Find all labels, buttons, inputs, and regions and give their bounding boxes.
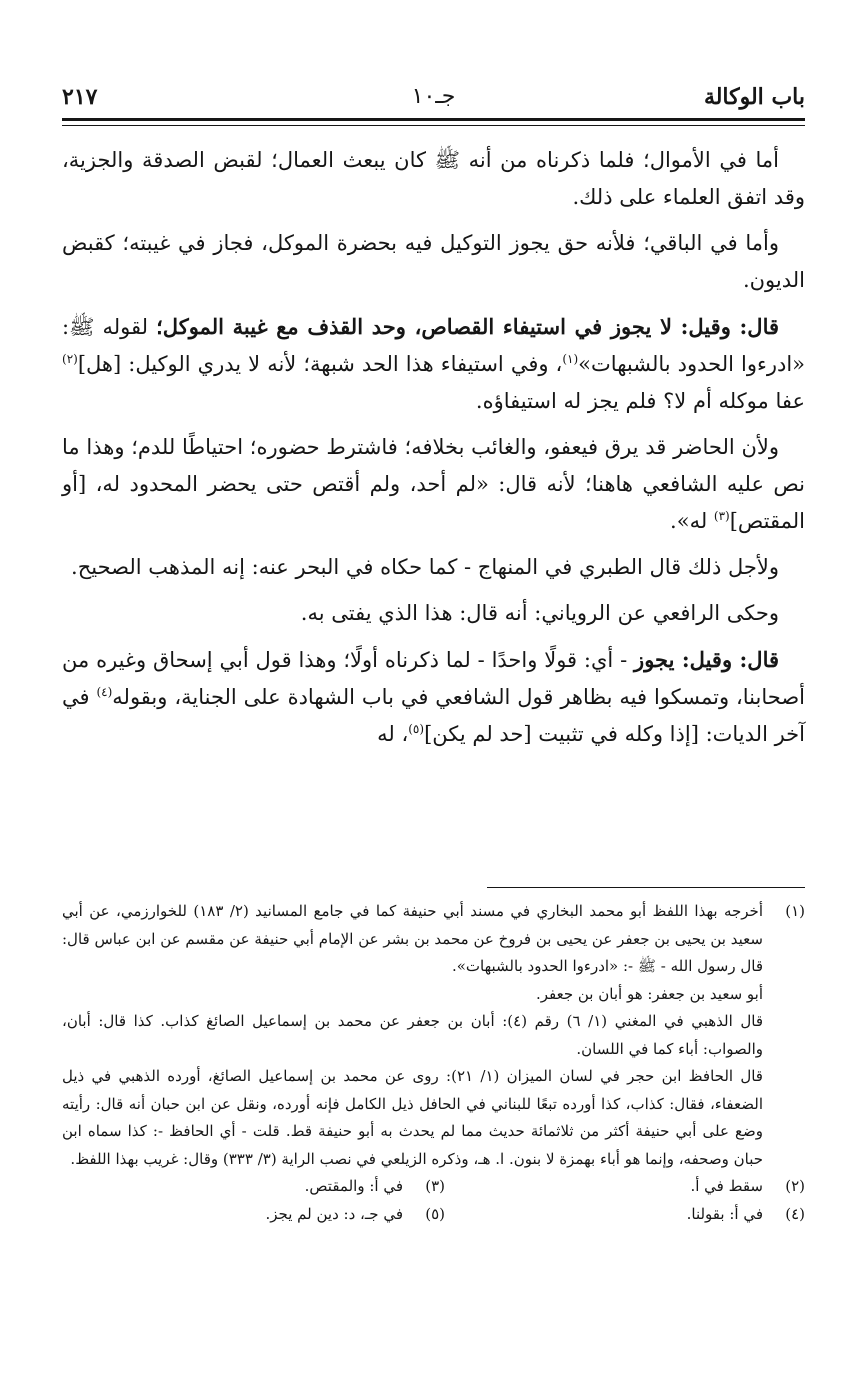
paragraph <box>62 641 805 753</box>
page-number: ٢١٧ <box>62 84 98 110</box>
paragraph-text: عفا موكله أم لا؟ فلم يجز له استيفاؤه. <box>475 389 805 413</box>
paragraph-text: في آخر الديات: [إذا وكله في تثبيت [حد لم يكن] <box>62 685 805 746</box>
footnote-1-line: أخرجه بهذا اللفظ أبو محمد البخاري في مسند أبي حنيفة كما في جامع المسانيد (٢/ ١٨٣) للخوارزمي، عن أبي سعيد بن يحيى بن جعفر عن يحيى بن فروخ عن محمد بن بشر عن الإمام أبي حنيفة عن مقسم عن ابن عباس قال: قال رسول الله - ﷺ -: «ادرءوا الحدود بالشبهات». <box>62 902 763 975</box>
footnote-ref: (٤) <box>96 685 113 699</box>
paragraph-text: ، وفي استيفاء هذا الحد شبهة؛ لأنه لا يدري الوكيل: [هل] <box>77 352 563 376</box>
header-rule-thin <box>62 125 805 126</box>
footnotes <box>62 898 805 1228</box>
paragraph-text: قال: وقيل: يجوز <box>634 647 780 672</box>
paragraph-text: أما في الأموال؛ فلما ذكرناه من أنه ﷺ كان يبعث العمال؛ لقبض الصدقة والجزية، وقد اتفق العلماء على ذلك. <box>62 148 805 209</box>
footnote-row <box>62 1173 805 1201</box>
paragraph <box>62 595 805 632</box>
footnote-number: (٢) <box>785 1177 805 1195</box>
footnote-1 <box>62 898 805 1173</box>
footnote-number: (١) <box>785 902 805 920</box>
footnote-text: سقط في أ. <box>690 1177 763 1195</box>
footnote-2 <box>445 1173 805 1201</box>
footnote-5 <box>85 1201 445 1229</box>
paragraph-text: له». <box>670 509 714 533</box>
paragraph-text: ولأجل ذلك قال الطبري في المنهاج - كما حكاه في البحر عنه: إنه المذهب الصحيح. <box>71 555 779 579</box>
footnote-text: في أ: والمقتص. <box>304 1177 403 1195</box>
paragraph <box>62 429 805 540</box>
paragraph-text: ، له <box>377 722 409 746</box>
paragraph <box>62 308 805 420</box>
footnote-text: في جـ، د: دين لم يجز. <box>265 1204 403 1223</box>
footnote-1-line: قال الحافظ ابن حجر في لسان الميزان (١/ ٢١): روى عن محمد بن إسماعيل الصائغ، أورده الذهبي في ذيل الضعفاء، فقال: كذاب، كذا أورده تبعًا للبناني في الحافل ذيل الكامل فإنه أورده، ونقل عن ابن حبان أنه قال: رأيته وضع على أبي حنيفة أكثر من ثلاثمائة حديث مما لم يحدث به أبو حنيفة قط. قلت - أي الحافظ -: كذا سماه ابن حبان وصحفه، وإنما هو أباء بهمزة لا بنون. ا. هـ، وذكره الزيلعي في نصب الراية (٣/ ٣٣٣) وقال: غريب بهذا اللفظ. <box>62 1067 763 1168</box>
footnote-1-line: أبو سعيد بن جعفر: هو أبان بن جعفر. <box>535 984 763 1003</box>
header-rule-thick <box>62 118 805 121</box>
paragraph-text: لقوله ﷺ: «ادرءوا الحدود بالشبهات» <box>62 315 806 376</box>
paragraph <box>62 225 805 299</box>
footnote-ref: (١) <box>562 352 579 366</box>
paragraph <box>62 142 805 216</box>
main-text <box>62 142 805 762</box>
paragraph-text: وحكى الرافعي عن الروياني: أنه قال: هذا الذي يفتى به. <box>300 601 779 625</box>
footnote-number: (٣) <box>425 1177 445 1195</box>
footnote-ref: (٥) <box>408 722 425 736</box>
paragraph-text: - أي: قولًا واحدًا - لما ذكرناه أولًا؛ وهذا قول أبي إسحاق وغيره من أصحابنا، وتمسكوا فيه بظاهر قول الشافعي في باب الشهادة على الجناية، وبقوله <box>62 648 805 709</box>
footnote-separator <box>487 887 805 888</box>
footnote-text: في أ: بقولنا. <box>686 1204 763 1223</box>
page-header <box>62 82 805 118</box>
chapter-title: باب الوكالة <box>703 84 805 110</box>
volume-label: جـ١٠ <box>411 84 456 109</box>
paragraph-text: وأما في الباقي؛ فلأنه حق يجوز التوكيل فيه بحضرة الموكل، فجاز في غيبته؛ كقبض الديون. <box>62 231 805 292</box>
footnote-ref: (٢) <box>62 352 78 366</box>
paragraph-text: قال: وقيل: لا يجوز في استيفاء القصاص، وحد القذف مع غيبة الموكل؛ <box>156 314 780 339</box>
paragraph-text: ولأن الحاضر قد يرق فيعفو، والغائب بخلافه؛ فاشترط حضوره؛ احتياطًا للدم؛ وهذا ما نص عليه الشافعي هاهنا؛ لأنه قال: «لم أحد، ولم أقتص حتى يحضر المحدود له، [أو المقتص] <box>62 435 805 533</box>
footnote-ref: (٣) <box>713 509 730 523</box>
footnote-number: (٤) <box>785 1204 805 1223</box>
footnote-1-line: قال الذهبي في المغني (١/ ٦) رقم (٤): أبان بن جعفر عن محمد بن إسماعيل الصائغ كذاب. كذا قال: أبان، والصواب: أباء كما في اللسان. <box>62 1012 764 1058</box>
footnote-row <box>62 1201 805 1229</box>
footnote-number: (٥) <box>425 1204 445 1223</box>
footnote-3 <box>85 1173 445 1201</box>
paragraph <box>62 549 805 586</box>
footnote-4 <box>445 1201 805 1229</box>
